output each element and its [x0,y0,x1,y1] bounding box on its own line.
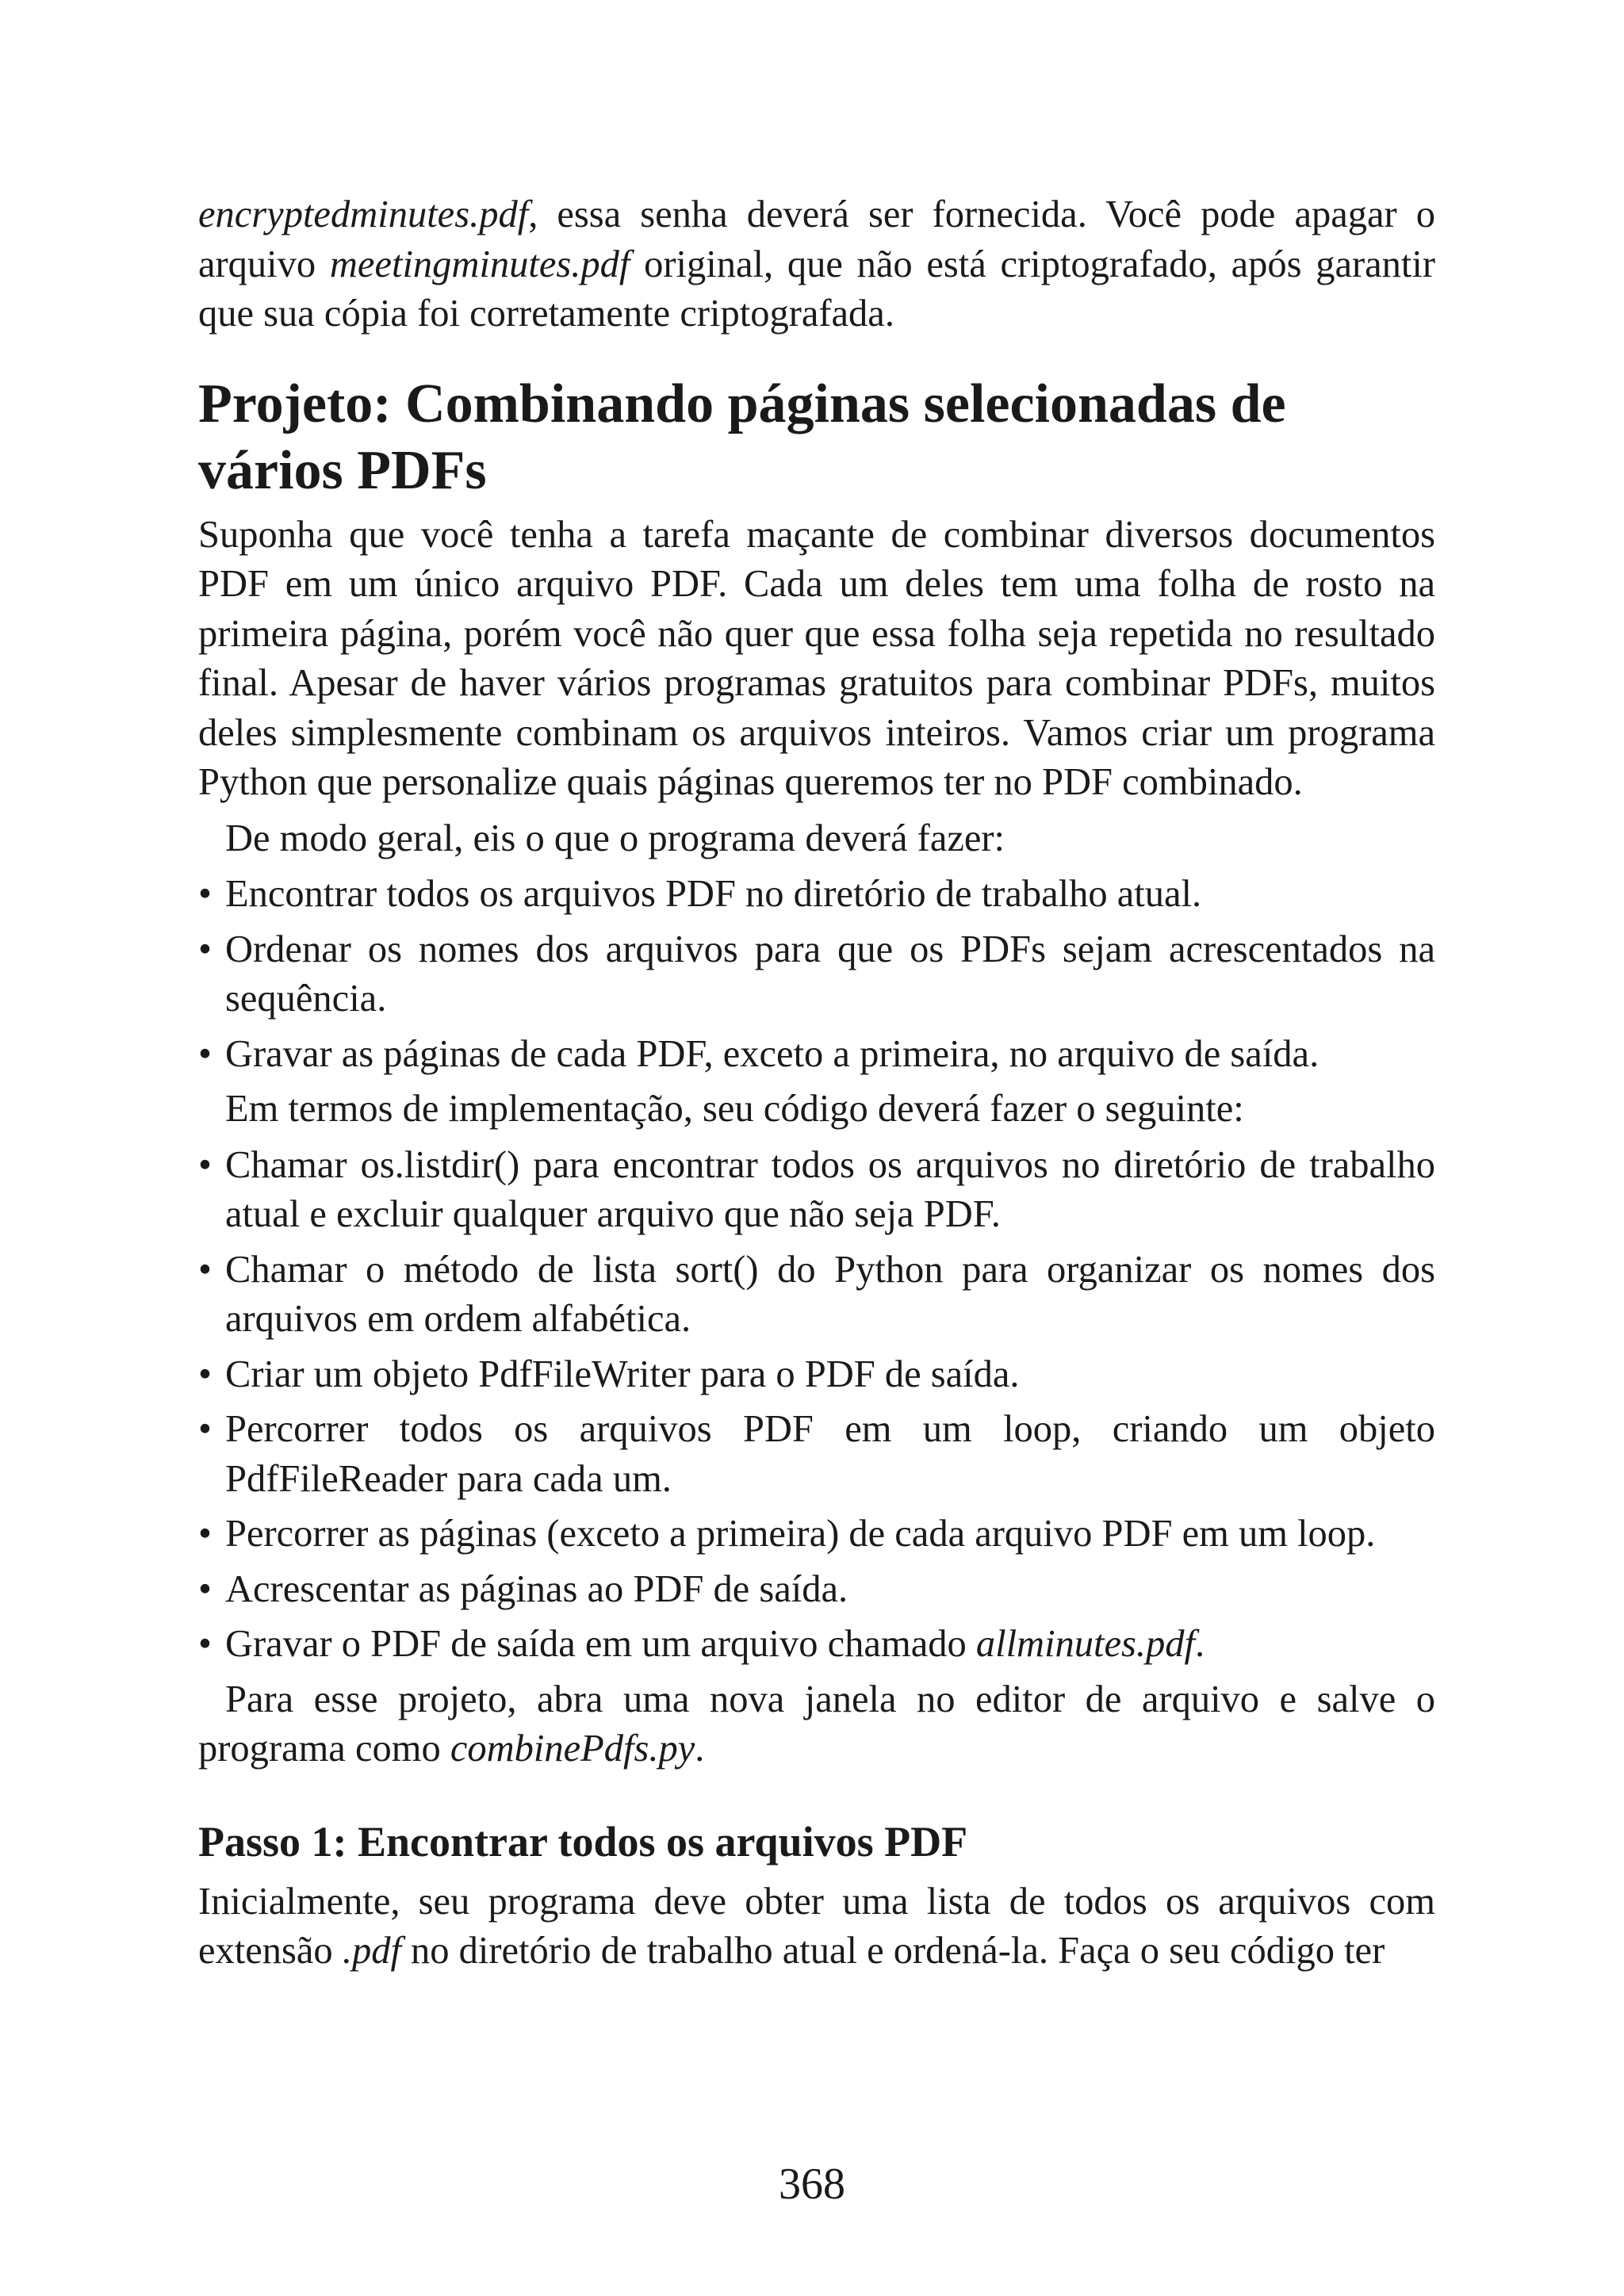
page-number: 368 [779,2160,845,2209]
overview-paragraph: De modo geral, eis o que o programa deverá fazer: [225,817,1005,859]
list-item: • Criar um objeto PdfFileWriter para o PDF de saída. [198,1350,1435,1400]
bullet: • [198,1408,212,1450]
project-heading: Projeto: Combinando páginas selecionadas de vários PDFs [198,373,1286,501]
list-item: • Gravar o PDF de saída em um arquivo chamado allminutes.pdf. [198,1620,1435,1670]
list-item: • Percorrer as páginas (exceto a primeira) de cada arquivo PDF em um loop. [198,1510,1435,1559]
bullet: • [198,928,212,970]
page-body [198,190,1435,1976]
project-instructions-paragraph: Para esse projeto, abra uma nova janela no editor de arquivo e salve o programa como combinePdfs.py. [198,1678,1435,1770]
intro-paragraph [198,190,1435,339]
bullet: • [198,1353,212,1395]
intro-file-encrypted: encryptedminutes.pdf [198,193,529,235]
allminutes-filename: allminutes.pdf [975,1623,1196,1665]
suppose-paragraph: Suponha que você tenha a tarefa maçante de combinar diversos documentos PDF em um único arquivo PDF. Cada um deles tem uma folha de rosto na primeira página, porém você não quer que essa folha seja repetida no resultado final. Apesar de haver vários programas gratuitos para combinar PDFs, muitos deles simplesmente combinam os arquivos inteiros. Vamos criar um programa Python que personalize quais páginas queremos ter no PDF combinado. [198,513,1435,803]
intro-text-1: , essa senha deverá ser fornecida. Você pode apagar o arquivo [198,193,1435,285]
pdf-extension: .pdf [342,1930,401,1972]
bullet: • [198,1143,212,1186]
bullet: • [198,1623,212,1665]
list-item: • Chamar os.listdir() para encontrar todos os arquivos no diretório de trabalho atual e excluir qualquer arquivo que não seja PDF. [198,1141,1435,1240]
bullet: • [198,873,212,915]
list-item: • Gravar as páginas de cada PDF, exceto a primeira, no arquivo de saída. [198,1030,1435,1080]
list-item: • Encontrar todos os arquivos PDF no diretório de trabalho atual. [198,870,1435,920]
list-item: • Acrescentar as páginas ao PDF de saída. [198,1565,1435,1615]
step1-paragraph: Inicialmente, seu programa deve obter uma lista de todos os arquivos com extensão .pdf no diretório de trabalho atual e ordená-la. Faça o seu código ter [198,1880,1435,1972]
implementation-list [198,1141,1435,1670]
bullet: • [198,1032,212,1075]
overview-list [198,870,1435,1079]
bullet: • [198,1513,212,1555]
combinepdfs-filename: combinePdfs.py [450,1728,695,1770]
implementation-paragraph: Em termos de implementação, seu código deverá fazer o seguinte: [225,1088,1244,1130]
list-item: • Chamar o método de lista sort() do Python para organizar os nomes dos arquivos em ordem alfabética. [198,1246,1435,1345]
bullet: • [198,1248,212,1291]
intro-file-meeting: meetingminutes.pdf [329,243,630,285]
intro-text-2: original, que não está criptografado, após garantir que sua cópia foi corretamente criptografada. [198,243,1436,335]
step1-heading: Passo 1: Encontrar todos os arquivos PDF [198,1817,968,1866]
bullet: • [198,1567,212,1610]
list-item: • Ordenar os nomes dos arquivos para que os PDFs sejam acrescentados na sequência. [198,925,1435,1024]
list-item: • Percorrer todos os arquivos PDF em um loop, criando um objeto PdfFileReader para cada um. [198,1405,1435,1504]
